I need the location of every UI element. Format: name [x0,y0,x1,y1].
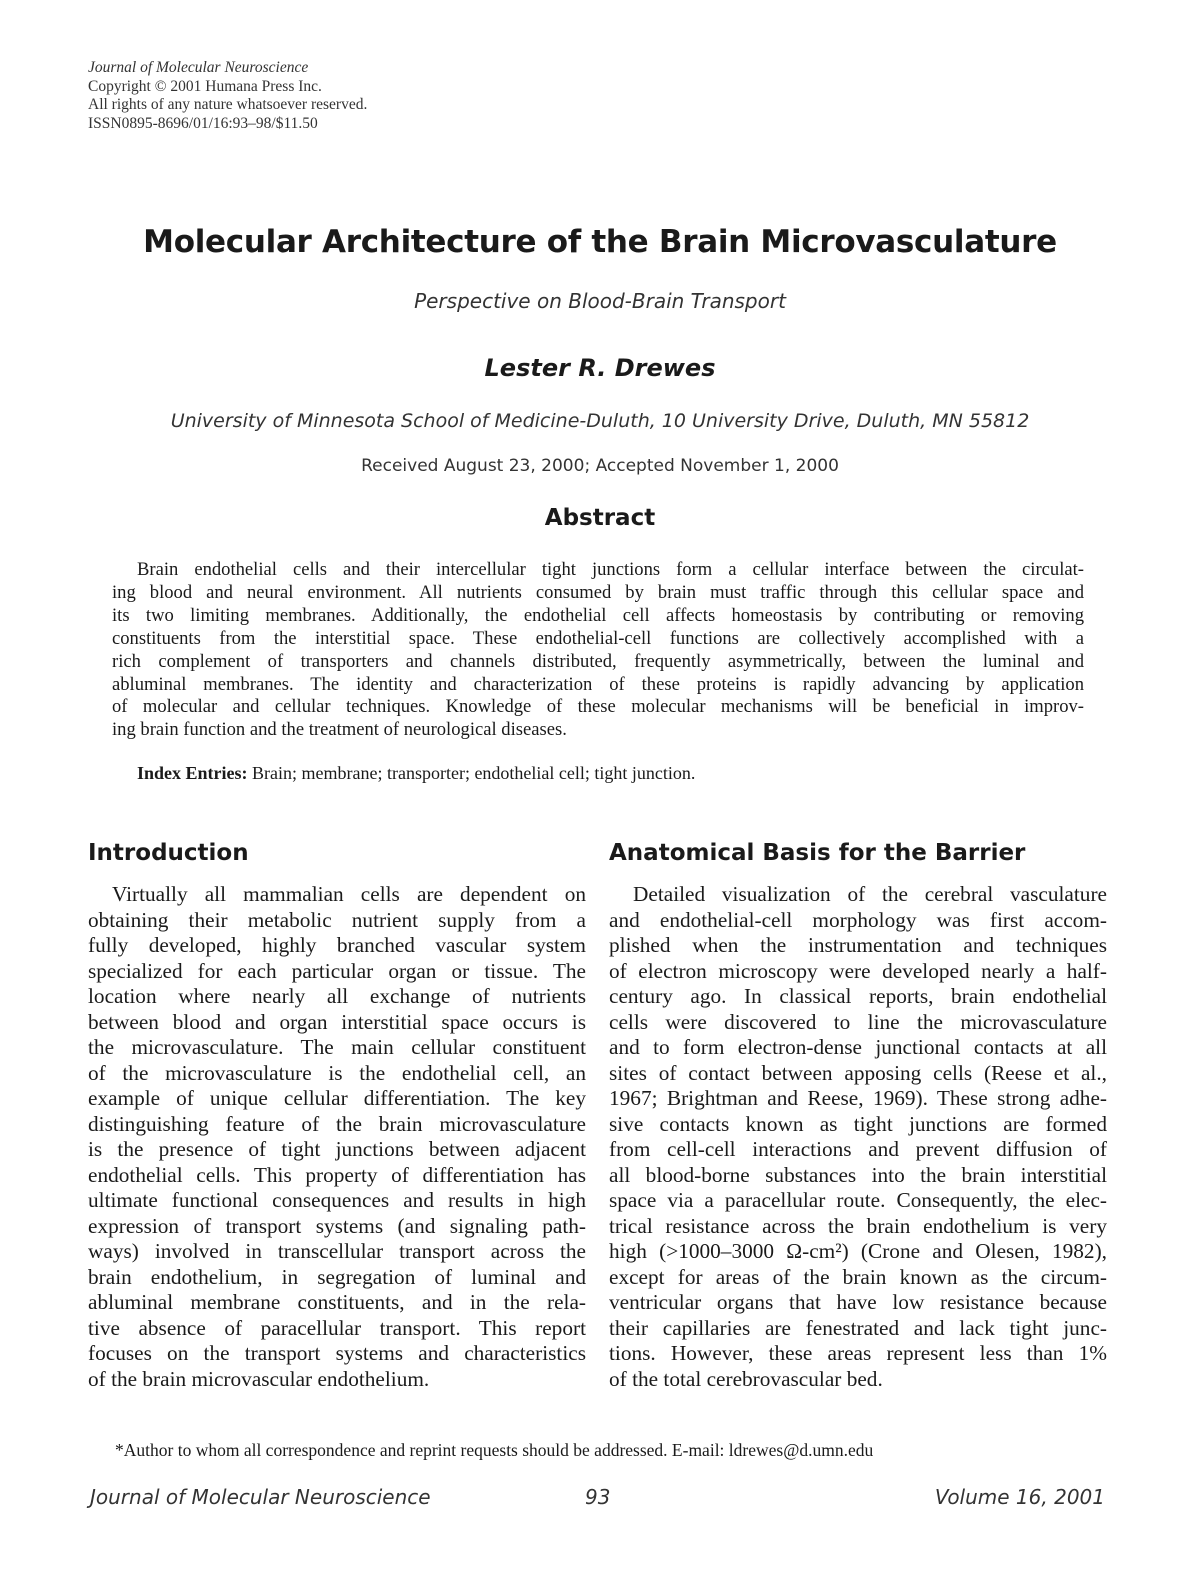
text-line: fully developed, highly branched vascular system [88,933,586,957]
text-line: ing blood and neural environment. All nutrients consumed by brain must traffic through this cellular space and [112,581,1084,603]
text-line: Detailed visualization of the cerebral vasculature [633,882,1107,906]
text-line: its two limiting membranes. Additionally, the endothelial cell affects homeostasis by contributing or removing [112,604,1084,626]
text-line: of electron microscopy were developed nearly a half- [609,958,1107,983]
text-line: ventricular organs that have low resistance because [609,1290,1107,1314]
text-line: constituents from the interstitial space. These endothelial-cell functions are collectively accomplished with a [112,627,1084,649]
text-line: location where nearly all exchange of nutrients [88,984,586,1008]
text-line: is the presence of tight junctions between adjacent [88,1137,586,1161]
text-line: of the brain microvascular endothelium. [88,1366,430,1391]
introduction-body [88,882,586,1392]
text-line: tive absence of paracellular transport. This report [88,1315,586,1340]
text-line: and endothelial-cell morphology was first accom- [609,907,1107,932]
header-rights: All rights of any nature whatsoever reserved. [88,96,368,113]
page-number: 93 [585,1485,611,1509]
text-line: between blood and organ interstitial space occurs is [88,1009,586,1034]
abstract-heading: Abstract [544,505,656,531]
text-line: rich complement of transporters and channels distributed, frequently asymmetrically, between the luminal and [112,650,1084,672]
index-entries-text: Brain; membrane; transporter; endothelial cell; tight junction. [247,763,696,783]
introduction-heading: Introduction [88,840,249,866]
text-line: expression of transport systems (and signaling path- [88,1213,586,1238]
footer-volume: Volume 16, 2001 [934,1485,1105,1509]
text-line: ultimate functional consequences and results in high [88,1188,586,1212]
text-line: plished when the instrumentation and techniques [609,933,1107,957]
text-line: except for areas of the brain known as the circum- [609,1264,1107,1289]
text-line: trical resistance across the brain endothelium is very [609,1213,1107,1238]
paper-title: Molecular Architecture of the Brain Microvasculature [143,224,1057,260]
text-line: abluminal membranes. The identity and characterization of these proteins is rapidly advancing by application [112,673,1084,695]
journal-header [88,59,367,133]
text-line: tions. However, these areas represent less than 1% [609,1341,1107,1365]
author-footnote: *Author to whom all correspondence and reprint requests should be addressed. E-mail: ldrewes@d.umn.edu [115,1440,874,1460]
text-line: example of unique cellular differentiation. The key [88,1086,586,1110]
footer-journal: Journal of Molecular Neuroscience [90,1485,431,1509]
text-line: obtaining their metabolic nutrient supply from a [88,907,586,932]
text-line: of the microvasculature is the endothelial cell, an [88,1060,586,1085]
affiliation: University of Minnesota School of Medicine-Duluth, 10 University Drive, Duluth, MN 55812 [170,410,1030,432]
text-line: Brain endothelial cells and their intercellular tight junctions form a cellular interface between the circulat- [137,559,1084,580]
text-line: century ago. In classical reports, brain endothelial [609,984,1107,1008]
anatomical-heading: Anatomical Basis for the Barrier [609,840,1026,866]
text-line: Virtually all mammalian cells are dependent on [112,882,586,906]
header-issn: ISSN0895-8696/01/16:93–98/$11.50 [88,114,318,132]
paper-subtitle: Perspective on Blood-Brain Transport [414,289,786,313]
text-line: their capillaries are fenestrated and lack tight junc- [609,1315,1107,1340]
text-line: endothelial cells. This property of differentiation has [88,1162,586,1187]
header-journal: Journal of Molecular Neuroscience [88,59,309,76]
abstract-body [112,559,1084,742]
received-dates: Received August 23, 2000; Accepted November 1, 2000 [361,456,839,476]
index-entries [137,763,695,784]
header-copyright: Copyright © 2001 Humana Press Inc. [88,77,322,95]
text-line: of molecular and cellular techniques. Knowledge of these molecular mechanisms will be beneficial in improv- [112,696,1084,718]
author-name: Lester R. Drewes [484,354,716,382]
text-line: abluminal membrane constituents, and in the rela- [88,1290,586,1314]
text-line: sites of contact between apposing cells (Reese et al., [609,1060,1107,1085]
text-line: brain endothelium, in segregation of luminal and [88,1264,586,1289]
text-line: distinguishing feature of the brain microvasculature [88,1111,586,1136]
text-line: cells were discovered to line the microvasculature [609,1009,1107,1034]
text-line: all blood-borne substances into the brain interstitial [609,1162,1107,1187]
text-line: focuses on the transport systems and characteristics [88,1341,586,1365]
text-line: and to form electron-dense junctional contacts at all [609,1035,1107,1059]
index-entries-label: Index Entries: [137,763,248,783]
text-line: high (>1000–3000 Ω-cm²) (Crone and Olesen, 1982), [609,1239,1107,1263]
text-line: 1967; Brightman and Reese, 1969). These strong adhe- [609,1086,1107,1110]
text-line: from cell-cell interactions and prevent diffusion of [609,1137,1107,1161]
text-line: space via a paracellular route. Consequently, the elec- [609,1188,1107,1212]
text-line: ing brain function and the treatment of neurological diseases. [112,719,567,741]
text-line: the microvasculature. The main cellular constituent [88,1035,586,1059]
text-line: of the total cerebrovascular bed. [609,1366,883,1391]
anatomical-body [609,882,1107,1392]
text-line: sive contacts known as tight junctions are formed [609,1111,1107,1136]
text-line: ways) involved in transcellular transport across the [88,1239,586,1263]
text-line: specialized for each particular organ or tissue. The [88,958,586,983]
